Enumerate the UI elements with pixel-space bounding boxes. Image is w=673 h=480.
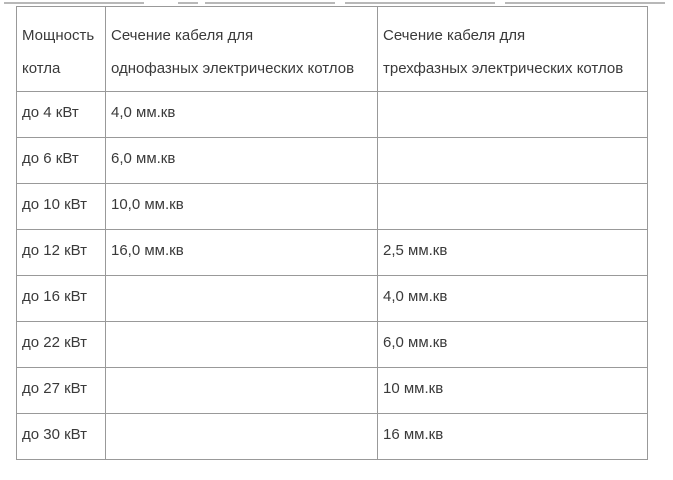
table-header-row (17, 7, 648, 92)
cable-section-table (16, 6, 648, 460)
header-line: Сечение кабеля для (383, 27, 526, 44)
three-phase-cell (378, 138, 648, 184)
power-cell: до 30 кВт (17, 414, 106, 460)
three-phase-cell: 2,5 мм.кв (378, 230, 648, 276)
power-cell: до 10 кВт (17, 184, 106, 230)
single-phase-cell (106, 322, 378, 368)
single-phase-cell (106, 414, 378, 460)
power-cell: до 12 кВт (17, 230, 106, 276)
three-phase-cell (378, 184, 648, 230)
table-row (17, 230, 648, 276)
three-phase-cell (378, 92, 648, 138)
header-line: однофазных электрических котлов (111, 60, 355, 77)
power-cell: до 27 кВт (17, 368, 106, 414)
table-row (17, 368, 648, 414)
single-phase-cell (106, 368, 378, 414)
header-three-phase (378, 7, 648, 92)
table-row (17, 184, 648, 230)
power-cell: до 22 кВт (17, 322, 106, 368)
single-phase-cell: 16,0 мм.кв (106, 230, 378, 276)
table-row (17, 322, 648, 368)
header-boiler-power (17, 7, 106, 92)
single-phase-cell: 10,0 мм.кв (106, 184, 378, 230)
power-cell: до 6 кВт (17, 138, 106, 184)
three-phase-cell: 4,0 мм.кв (378, 276, 648, 322)
header-line: трехфазных электрических котлов (383, 60, 624, 77)
header-single-phase (106, 7, 378, 92)
cropped-text-remnant (0, 0, 673, 4)
header-line: котла (22, 60, 61, 77)
table-row (17, 92, 648, 138)
single-phase-cell: 4,0 мм.кв (106, 92, 378, 138)
table-row (17, 138, 648, 184)
table-row (17, 276, 648, 322)
single-phase-cell (106, 276, 378, 322)
power-cell: до 16 кВт (17, 276, 106, 322)
power-cell: до 4 кВт (17, 92, 106, 138)
single-phase-cell: 6,0 мм.кв (106, 138, 378, 184)
table-row (17, 414, 648, 460)
header-line: Мощность (22, 27, 95, 44)
three-phase-cell: 10 мм.кв (378, 368, 648, 414)
header-line: Сечение кабеля для (111, 27, 254, 44)
three-phase-cell: 16 мм.кв (378, 414, 648, 460)
three-phase-cell: 6,0 мм.кв (378, 322, 648, 368)
